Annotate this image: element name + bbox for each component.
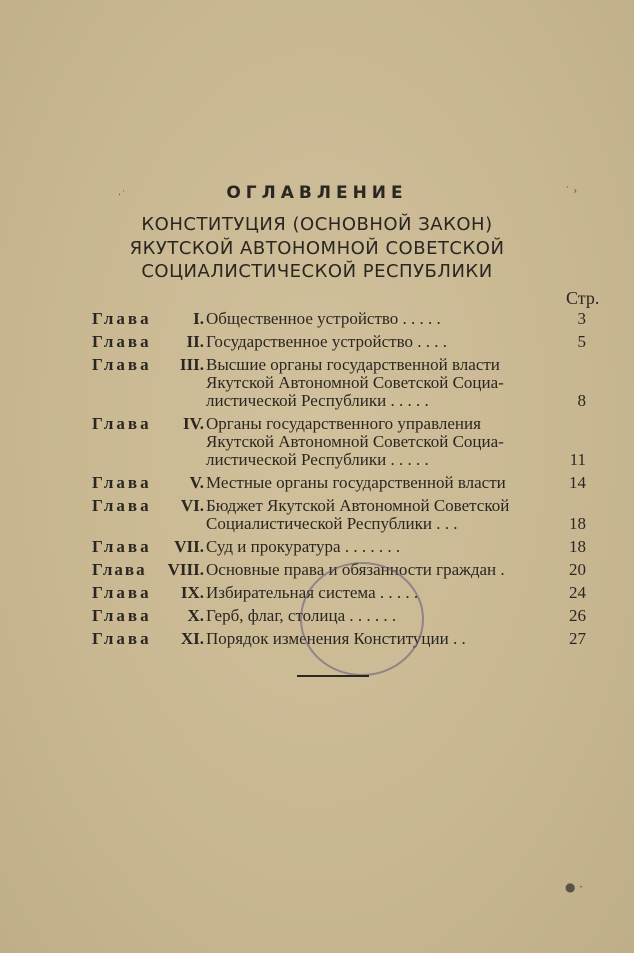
- contents-heading: ОГЛАВЛЕНИЕ: [226, 183, 408, 203]
- chapter-title: Общественное устройство . . . . .: [206, 309, 441, 328]
- document-title-line-2: ЯКУТСКОЙ АВТОНОМНОЙ СОВЕТСКОЙ: [129, 238, 505, 259]
- chapter-label: Глава: [92, 606, 152, 625]
- document-title-line-3: СОЦИАЛИСТИЧЕСКОЙ РЕСПУБЛИКИ: [141, 261, 493, 282]
- closing-rule: [297, 675, 369, 677]
- chapter-label: Глава: [92, 537, 152, 556]
- chapter-title: Порядок изменения Конституции . .: [206, 629, 466, 648]
- chapter-title-line: листической Республики . . . . .: [206, 391, 429, 410]
- chapter-number: II.: [186, 332, 204, 351]
- chapter-number: V.: [189, 473, 204, 492]
- chapter-title: Местные органы государственной власти: [206, 473, 506, 492]
- page-column-label: Стр.: [566, 288, 600, 308]
- chapter-page: 14: [569, 473, 586, 492]
- toc-entry-2: [92, 333, 592, 351]
- print-speck: ·˙: [118, 190, 127, 201]
- chapter-page: 3: [577, 309, 586, 328]
- chapter-number: IX.: [180, 583, 204, 602]
- chapter-title: Государственное устройство . . . .: [206, 332, 448, 351]
- chapter-title-line: Якутской Автономной Советской Социа-: [206, 432, 504, 451]
- chapter-number: III.: [179, 355, 204, 374]
- print-speck: ˙ ›: [565, 186, 578, 197]
- chapter-title-line: Социалистической Республики . . .: [206, 514, 458, 533]
- chapter-label: Глава: [92, 583, 152, 602]
- chapter-label: Глава: [92, 309, 152, 328]
- chapter-label: Глава: [92, 414, 152, 433]
- chapter-title-line: Органы государственного управления: [206, 414, 481, 433]
- chapter-number: I.: [193, 309, 204, 328]
- chapter-title-line: Якутской Автономной Советской Социа-: [206, 373, 504, 392]
- toc-entry-5: [92, 474, 592, 492]
- library-stamp: [300, 562, 424, 676]
- chapter-label: Глава: [92, 473, 152, 492]
- chapter-page: 8: [577, 391, 586, 410]
- document-title-line-1: КОНСТИТУЦИЯ (ОСНОВНОЙ ЗАКОН): [141, 214, 493, 235]
- chapter-page: 24: [569, 583, 586, 602]
- toc-entry-1: [92, 310, 592, 328]
- chapter-title: Основные права и обязанности граждан .: [206, 560, 505, 579]
- toc-entry-6: [92, 497, 592, 533]
- chapter-page: 27: [569, 629, 586, 648]
- chapter-label: Глава: [92, 629, 152, 648]
- chapter-title: Избирательная система . . . . .: [206, 583, 419, 602]
- chapter-title-line: листической Республики . . . . .: [206, 450, 429, 469]
- print-speck: ● ·: [565, 880, 584, 894]
- chapter-number: VI.: [180, 496, 204, 515]
- chapter-page: 18: [569, 514, 586, 533]
- chapter-number: VIII.: [167, 560, 204, 579]
- toc-entry-3: [92, 356, 592, 410]
- chapter-number: IV.: [183, 414, 204, 433]
- chapter-page: 26: [569, 606, 586, 625]
- chapter-label: Глава: [92, 496, 152, 515]
- chapter-title: Герб, флаг, столица . . . . . .: [206, 606, 397, 625]
- chapter-number: VII.: [174, 537, 204, 556]
- chapter-title-line: Бюджет Якутской Автономной Советской: [206, 496, 510, 515]
- chapter-title: Суд и прокуратура . . . . . . .: [206, 537, 401, 556]
- chapter-label: Глава: [92, 332, 152, 351]
- chapter-number: X.: [187, 606, 204, 625]
- chapter-label: Глава: [92, 560, 147, 579]
- chapter-page: 5: [577, 332, 586, 351]
- chapter-page: 20: [569, 560, 586, 579]
- chapter-label: Глава: [92, 355, 152, 374]
- toc-entry-4: [92, 415, 592, 469]
- chapter-number: XI.: [180, 629, 204, 648]
- chapter-page: 18: [569, 537, 586, 556]
- chapter-title-line: Высшие органы государственной власти: [206, 355, 500, 374]
- chapter-page: 11: [569, 450, 586, 469]
- toc-entry-7: [92, 538, 592, 556]
